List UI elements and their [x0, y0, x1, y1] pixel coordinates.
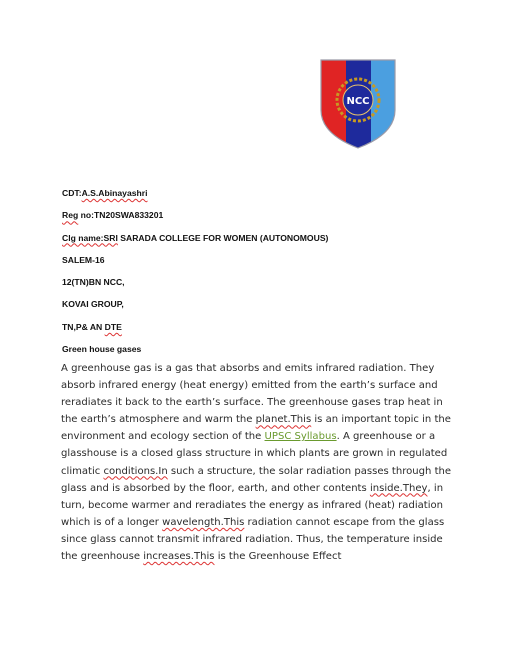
- text-span: which is of a longer: [61, 516, 163, 528]
- text-line: [61, 480, 495, 497]
- ncc-logo: [307, 52, 409, 154]
- text-span: , in: [427, 482, 444, 494]
- text-span: glass and is absorbed by the floor, earth, and other contents: [61, 482, 370, 494]
- text-span: the earth’s atmosphere and warm the: [61, 414, 256, 426]
- upsc-syllabus-link[interactable]: UPSC Syllabus: [264, 431, 337, 443]
- text-span: is an important topic in the: [311, 414, 451, 426]
- text-span: environment and ecology section of the: [61, 431, 265, 443]
- reg-number-line: [62, 209, 482, 231]
- cadet-name: A.S.Abinayashri: [81, 188, 148, 198]
- city-line: SALEM-16: [62, 254, 105, 265]
- spelling-flag: increases.This: [143, 551, 215, 563]
- cdt-prefix: CDT:: [62, 188, 82, 198]
- spelling-flag: wavelength.This: [162, 516, 245, 528]
- group-line: KOVAI GROUP,: [62, 299, 124, 310]
- text-span: such a structure, the solar radiation passes through the: [167, 465, 452, 477]
- spelling-flag: inside.They: [369, 482, 428, 494]
- dte-prefix: TN,P& AN: [62, 321, 105, 332]
- college-name-line: [62, 232, 482, 254]
- text-line: absorb infrared energy (heat energy) emitted from the earth’s surface and: [61, 380, 438, 392]
- text-span: . A greenhouse or a: [336, 431, 436, 443]
- dte-word: DTE: [104, 321, 122, 332]
- logo-text: NCC: [346, 96, 370, 107]
- text-span: radiation cannot escape from the glass: [244, 516, 445, 528]
- text-line: [61, 514, 495, 531]
- ncc-emblem-image: [307, 52, 409, 154]
- text-line: turn, become warmer and reradiates the energy as infrared (heat) radiation: [61, 499, 444, 511]
- directorate-line: [62, 321, 482, 343]
- text-line: [61, 428, 495, 445]
- college-name: SARADA COLLEGE FOR WOMEN (AUTONOMOUS): [117, 232, 329, 243]
- text-line: glasshouse is a closed glass structure in which plants are grown in regulated: [61, 448, 448, 460]
- topic-title: Green house gases: [62, 344, 142, 355]
- reg-number: no:TN20SWA833201: [78, 210, 164, 221]
- text-span: the greenhouse: [61, 551, 144, 563]
- reg-prefix: Reg: [62, 210, 79, 221]
- text-span: is the Greenhouse Effect: [214, 551, 342, 563]
- text-line: [61, 411, 495, 428]
- battalion-line: 12(TN)BN NCC,: [62, 277, 125, 288]
- text-line: since glass cannot transmit infrared radiation. Thus, the temperature inside: [61, 533, 443, 545]
- text-span: climatic: [61, 465, 104, 477]
- spelling-flag: conditions.In: [103, 465, 168, 477]
- cadet-name-line: [62, 187, 482, 209]
- clg-prefix: Clg name:SRI: [62, 232, 118, 243]
- text-line: A greenhouse gas is a gas that absorbs and emits infrared radiation. They: [61, 363, 435, 374]
- text-line: reradiates it back to the earth’s surface. The greenhouse gases trap heat in: [61, 397, 443, 409]
- text-line: [61, 548, 495, 565]
- essay-paragraph: [61, 360, 495, 565]
- spelling-flag: planet.This: [255, 414, 312, 426]
- text-line: [61, 463, 495, 480]
- cadet-details: [62, 187, 482, 365]
